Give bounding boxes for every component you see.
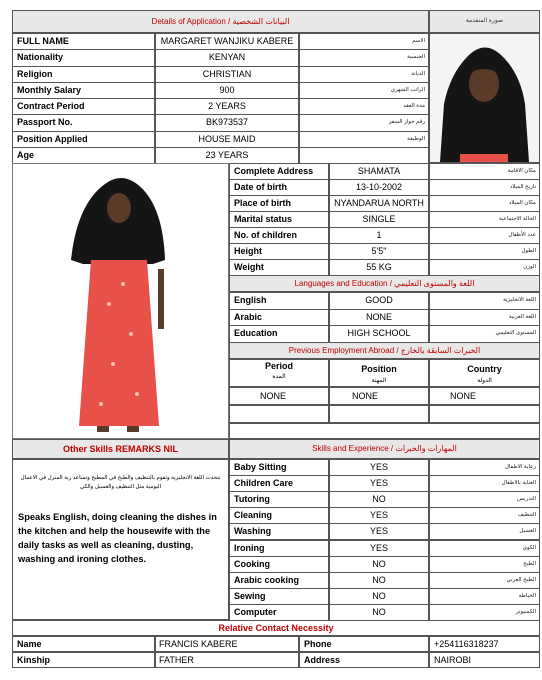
period-arabic: المدة — [272, 374, 286, 380]
employment-blank-row — [329, 405, 429, 423]
detail-row-label: Height — [229, 243, 329, 260]
personal-row-label: Religion — [12, 66, 155, 83]
language-row-arabic: المستوى التعليمي — [429, 325, 540, 343]
employment-period-value: NONE — [229, 387, 329, 405]
personal-row-arabic: الراتب الشهري — [299, 82, 429, 99]
skill-row-arabic: الكوي — [429, 540, 540, 557]
language-row-arabic: اللغة العربية — [429, 309, 540, 327]
detail-row-arabic: الحالة الاجتماعية — [429, 211, 540, 228]
person-full-body-image — [13, 164, 228, 438]
employment-country-value: NONE — [429, 387, 540, 405]
country-label: Country — [467, 364, 502, 374]
personal-row-arabic — [299, 147, 429, 164]
person-headshot-image — [430, 34, 539, 162]
personal-row-label: Contract Period — [12, 98, 155, 115]
skill-row-arabic: العناية بالاطفال — [429, 475, 540, 492]
skill-row-value: NO — [329, 588, 429, 605]
other-skills-arabic: تتحدث اللغة الانجليزية وتقوم بالتنظيف والطبخ في المطبخ وتساعد ربة المنزل في الاعمال اليومية مثل التنظيف والغسيل والكي — [20, 475, 221, 490]
skill-row-label: Arabic cooking — [229, 572, 329, 589]
personal-row-value: BK973537 — [155, 114, 299, 131]
employment-blank-row — [229, 423, 540, 439]
personal-row-arabic: الديانة — [299, 66, 429, 83]
skill-row-value: NO — [329, 604, 429, 621]
other-skills-header: Other Skills REMARKS NIL — [12, 439, 229, 459]
skill-row-label: Washing — [229, 523, 329, 540]
skill-row-arabic: رعاية الاطفال — [429, 459, 540, 476]
detail-row-arabic: تاريخ الميلاد — [429, 179, 540, 196]
employment-header: Previous Employment Abroad / الخبرات السابقة بالخارج — [229, 342, 540, 359]
skill-row-arabic: الخياطة — [429, 588, 540, 605]
personal-row-arabic: الوظيفة — [299, 131, 429, 148]
country-arabic: الدولة — [477, 378, 492, 384]
personal-row-label: Nationality — [12, 49, 155, 66]
personal-row-value: 23 YEARS — [155, 147, 299, 164]
personal-row-label: Position Applied — [12, 131, 155, 148]
personal-row-value: 900 — [155, 82, 299, 99]
skill-row-label: Baby Sitting — [229, 459, 329, 476]
detail-row-arabic: عدد الأطفال — [429, 227, 540, 244]
skill-row-arabic: الكمبيوتر — [429, 604, 540, 621]
skill-row-value: NO — [329, 556, 429, 573]
skill-row-value: NO — [329, 491, 429, 508]
full-body-photo — [12, 163, 229, 439]
detail-row-label: No. of children — [229, 227, 329, 244]
personal-row-arabic: مدة العقد — [299, 98, 429, 115]
personal-row-label: Age — [12, 147, 155, 164]
contact-header: Relative Contact Necessity — [12, 620, 540, 636]
contact-phone-label: Phone — [299, 636, 429, 652]
detail-row-label: Weight — [229, 259, 329, 276]
skill-row-value: YES — [329, 459, 429, 476]
personal-row-value: MARGARET WANJIKU KABERE — [155, 33, 299, 50]
personal-row-arabic: رقم جواز السفر — [299, 114, 429, 131]
contact-address-value: NAIROBI — [429, 652, 540, 668]
skill-row-label: Cooking — [229, 556, 329, 573]
contact-name-value: FRANCIS KABERE — [155, 636, 299, 652]
headshot-photo — [429, 33, 540, 163]
language-row-value: NONE — [329, 309, 429, 327]
employment-position-col — [329, 359, 429, 387]
detail-row-value: 1 — [329, 227, 429, 244]
skill-row-label: Ironing — [229, 540, 329, 557]
skill-row-label: Cleaning — [229, 507, 329, 524]
employment-period-col — [229, 359, 329, 387]
photo-header: صورة المتقدمة — [429, 10, 540, 33]
detail-row-arabic: الطول — [429, 243, 540, 260]
language-row-arabic: اللغة الانجليزية — [429, 292, 540, 310]
other-skills-body — [12, 459, 229, 620]
skill-row-value: YES — [329, 475, 429, 492]
detail-row-value: NYANDARUA NORTH — [329, 195, 429, 212]
position-arabic: المهنة — [371, 378, 387, 384]
language-row-label: English — [229, 292, 329, 310]
personal-row-label: Monthly Salary — [12, 82, 155, 99]
detail-row-label: Marital status — [229, 211, 329, 228]
contact-name-label: Name — [12, 636, 155, 652]
period-label: Period — [264, 361, 293, 371]
detail-row-label: Place of birth — [229, 195, 329, 212]
skill-row-arabic: الطبخ العربي — [429, 572, 540, 589]
contact-kinship-value: FATHER — [155, 652, 299, 668]
skill-row-value: YES — [329, 507, 429, 524]
personal-row-arabic: الجنسية — [299, 49, 429, 66]
position-label: Position — [361, 364, 397, 374]
language-row-value: HIGH SCHOOL — [329, 325, 429, 343]
detail-row-value: 13-10-2002 — [329, 179, 429, 196]
personal-row-arabic: الاسم — [299, 33, 429, 50]
detail-row-value: 55 KG — [329, 259, 429, 276]
personal-row-value: 2 YEARS — [155, 98, 299, 115]
skill-row-arabic: التدريس — [429, 491, 540, 508]
language-row-label: Arabic — [229, 309, 329, 327]
detail-row-label: Date of birth — [229, 179, 329, 196]
skill-row-label: Children Care — [229, 475, 329, 492]
skill-row-label: Computer — [229, 604, 329, 621]
personal-row-value: CHRISTIAN — [155, 66, 299, 83]
personal-row-label: Passport No. — [12, 114, 155, 131]
detail-row-value: 5'5" — [329, 243, 429, 260]
employment-country-col — [429, 359, 540, 387]
contact-address-label: Address — [299, 652, 429, 668]
skill-row-arabic: التنظيف — [429, 507, 540, 524]
skill-row-arabic: الطبخ — [429, 556, 540, 573]
employment-blank-row — [229, 405, 329, 423]
detail-row-label: Complete Address — [229, 163, 329, 180]
contact-kinship-label: Kinship — [12, 652, 155, 668]
employment-position-value: NONE — [329, 387, 429, 405]
skills-header: Skills and Experience / المهارات والخبرات — [229, 439, 540, 459]
skill-row-value: YES — [329, 523, 429, 540]
employment-blank-row — [429, 405, 540, 423]
skill-row-label: Sewing — [229, 588, 329, 605]
language-row-value: GOOD — [329, 292, 429, 310]
skill-row-label: Tutoring — [229, 491, 329, 508]
detail-row-arabic: الوزن — [429, 259, 540, 276]
other-skills-text: Speaks English, doing cleaning the dishes in the kitchen and help the housewife with the daily tasks as well as cleaning, dusting, washing and ironing clothes. — [18, 512, 217, 564]
languages-header: Languages and Education / اللغة والمستوى التعليمي — [229, 275, 540, 292]
detail-row-value: SHAMATA — [329, 163, 429, 180]
detail-row-arabic: مكان الميلاد — [429, 195, 540, 212]
skill-row-value: NO — [329, 572, 429, 589]
detail-row-arabic: مكان الاقامة — [429, 163, 540, 180]
personal-row-label: FULL NAME — [12, 33, 155, 50]
contact-phone-value: +254116318237 — [429, 636, 540, 652]
skill-row-arabic: الغسيل — [429, 523, 540, 540]
personal-row-value: HOUSE MAID — [155, 131, 299, 148]
application-header: Details of Application / البيانات الشخصية — [12, 10, 429, 33]
language-row-label: Education — [229, 325, 329, 343]
skill-row-value: YES — [329, 540, 429, 557]
personal-row-value: KENYAN — [155, 49, 299, 66]
detail-row-value: SINGLE — [329, 211, 429, 228]
